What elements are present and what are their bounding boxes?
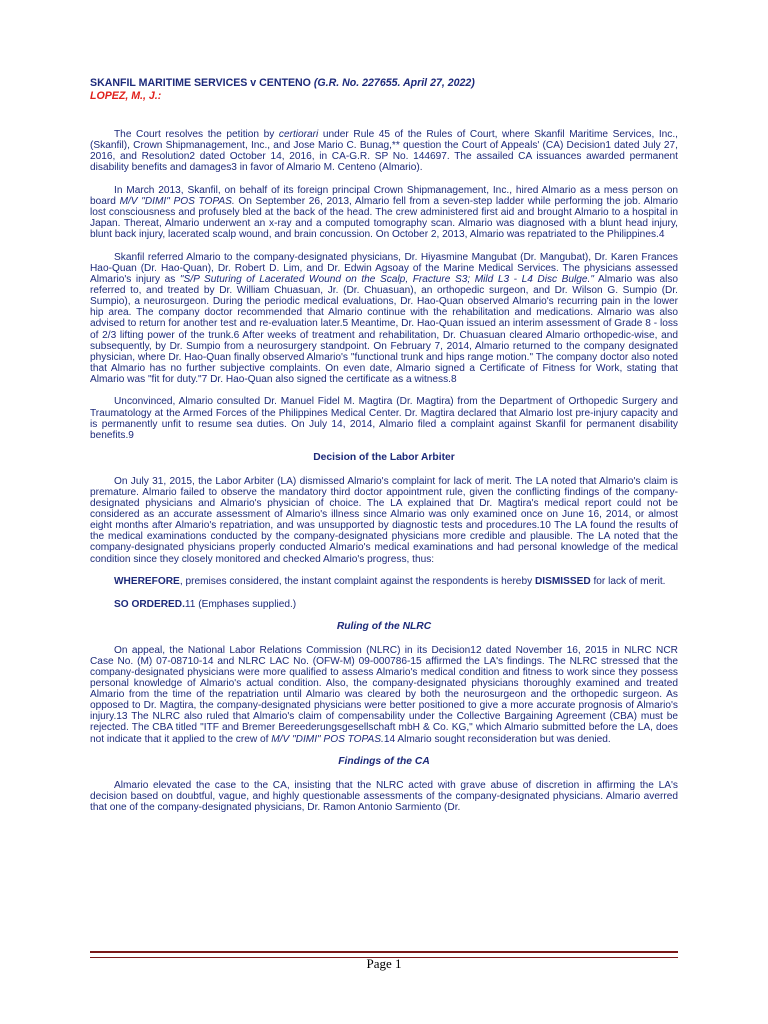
- paragraph-1-text-a: The Court resolves the petition by: [114, 129, 279, 140]
- paragraph-8-italic: M/V "DIMI" POS TOPAS.: [271, 733, 384, 745]
- so-ordered-label: SO ORDERED.: [114, 598, 185, 610]
- document-body: [90, 77, 678, 813]
- paragraph-8: [90, 645, 678, 745]
- heading-nlrc: Ruling of the NLRC: [336, 621, 432, 633]
- paragraph-6-text: , premises considered, the instant complaint against the respondents is hereby: [179, 576, 535, 588]
- paragraph-1: [90, 129, 678, 173]
- paragraph-4: Unconvinced, Almario consulted Dr. Manuel Fidel M. Magtira (Dr. Magtira) from the Department of Orthopedic Surgery and Traumatology at the Armed Forces of the Philippines Medical Center. Dr. Magtira declared that Almario lost pre-injury capacity and is permanently unfit to resume sea duties. On July 14, 2014, Almario filed a complaint against Skanfil for permanent disability benefits.9: [90, 396, 678, 441]
- paragraph-7-so-ordered: [90, 599, 678, 610]
- page-number: Page 1: [366, 956, 402, 971]
- dismissed-label: DISMISSED: [534, 576, 591, 588]
- paragraph-5: On July 31, 2015, the Labor Arbiter (LA) dismissed Almario's complaint for lack of merit. The LA noted that Almario's claim is premature. Almario failed to observe the mandatory third doctor appointment rule, given the conflicting findings of the company-designated physicians and Almario's physician of choice. The LA explained that Dr. Magtira's medical report could not be considered as an accurate assessment of Almario's illness since Almario was only examined once on June 16, 2014, or almost eight months after Almario's repatriation, and was unsupported by diagnostic tests and procedures.10 The LA found the results of the medical examinations conducted by the company-designated physicians more credible and plausible. The LA noted that the company-designated physicians properly conducted Almario's medical examinations and had personal knowledge of the medical condition since they closely monitored and checked Almario's progress, thus:: [90, 475, 678, 565]
- paragraph-3: [90, 252, 678, 385]
- paragraph-7-text: 11 (Emphases supplied.): [184, 598, 297, 610]
- case-citation: (G.R. No. 227655. April 27, 2022): [313, 77, 475, 89]
- heading-ca: Findings of the CA: [338, 756, 430, 768]
- paragraph-2-text-c: On September 26, 2013, Almario fell from a seven-step ladder while performing the job. Almario lost consciousness and profusely bled at the back of the head. The crew administered first aid and brought Almario to a hospital in Japan. Thereat, Almario underwent an x-ray and a computed tomography scan. Almario was diagnosed with a blunt head injury, blunt back injury, lacerated scalp wound, and brain concussion. On October 2, 2013, Almario was repatriated to the Philippines.4: [90, 195, 678, 241]
- paragraph-2-text-a: In March 2013, Skanfil, on behalf of its foreign principal Crown Shipmanagement, Inc., hired Almario as a mess person on board: [90, 184, 678, 207]
- paragraph-6-dispositive: [90, 576, 678, 587]
- paragraph-8-text-c: 14 Almario sought reconsideration but was denied.: [383, 733, 611, 745]
- ponente: LOPEZ, M., J.:: [90, 90, 162, 102]
- paragraph-9: Almario elevated the case to the CA, insisting that the NLRC acted with grave abuse of discretion in affirming the LA's decision based on doubtful, vague, and highly questionable assessments of the company-designated physicians. Almario averred that one of the company-designated physicians, Dr. Ramon Antonio Sarmiento (Dr.: [90, 779, 678, 813]
- heading-labor-arbiter: Decision of the Labor Arbiter: [313, 452, 455, 464]
- case-title: [90, 77, 678, 90]
- paragraph-1-italic: certiorari: [278, 129, 319, 140]
- paragraph-2-italic: M/V "DIMI" POS TOPAS.: [119, 195, 235, 207]
- case-name: SKANFIL MARITIME SERVICES v CENTENO: [90, 77, 311, 89]
- wherefore-label: WHEREFORE: [114, 576, 180, 588]
- paragraph-2: [90, 185, 678, 240]
- paragraph-1-text-c: under Rule 45 of the Rules of Court, where Skanfil Maritime Services, Inc., (Skanfil), Crown Shipmanagement, Inc., and Jose Mario C. Bunag,** question the Court of Appeals' (CA) Decision1 dated July 27, 2016, and Resolution2 dated October 14, 2016, in CA-G.R. SP No. 144697. The assailed CA issuances awarded permanent disability benefits and damages3 in favor of Almario M. Centeno (Almario).: [90, 129, 678, 174]
- paragraph-3-text-c: Almario was also referred to, and treated by Dr. William Chuasuan, Jr. (Dr. Chuasuan), an orthopedic surgeon, and Dr. Wilson G. Sumpio (Dr. Sumpio), a neurosurgeon. During the periodic medical evaluations, Dr. Hao-Quan observed Almario's recurring pain in the lower hip area. The company doctor recommended that Almario continue with the rehabilitation and medications. Almario was also advised to return for another test and re-evaluation later.5 Meantime, Dr. Hao-Quan issued an interim assessment of Grade 8 - loss of 2/3 lifting power of the trunk.6 After weeks of treatment and rehabilitation, Dr. Chuasuan cleared Almario orthopedic-wise, and subsequently, by Dr. Sumpio from a neurosurgery standpoint. On February 7, 2014, Almario returned to the company designated physician, where Dr. Hao-Quan finally observed Almario's "functional trunk and hips range motion." The company doctor also noted that Almario has no further subjective complaints. On even date, Almario signed a Certificate of Fitness for Work, stating that Almario was "fit for duty."7 Dr. Hao-Quan also signed the certificate as a witness.8: [90, 274, 679, 385]
- paragraph-8-text-a: On appeal, the National Labor Relations Commission (NLRC) in its Decision12 dated November 16, 2015 in NLRC NCR Case No. (M) 07-08710-14 and NLRC LAC No. (OFW-M) 09-000786-15 affirmed the LA's findings. The NLRC stressed that the company-designated physicians were more qualified to assess Almario's medical condition and fitness to work since they possess personal knowledge of Almario's actual condition. Also, the company-designated physicians thoroughly examined and treated Almario from the time of the repatriation until Almario was cleared by both the neurosurgeon and the orthopedic surgeon. As opposed to Dr. Magtira, the company-designated physicians were better positioned to give a more accurate prognosis of Almario's injury.13 The NLRC also ruled that Almario's claim of compensability under the Collective Bargaining Agreement (CBA) must be rejected. The CBA titled "ITF and Bremer Bereederungsgesellschaft mbH & Co. KG," which Almario submitted before the LA, does not indicate that it applied to the crew of: [90, 644, 678, 745]
- paragraph-3-text-a: Skanfil referred Almario to the company-designated physicians, Dr. Hiyasmine Mangubat (Dr. Mangubat), Dr. Karen Frances Hao-Quan (Dr. Hao-Quan), Dr. Robert D. Lim, and Dr. Edwin Agsoay of the Marine Medical Services. The physicians assessed Almario's injury as: [90, 251, 678, 286]
- paragraph-6-tail: for lack of merit.: [590, 576, 666, 588]
- paragraph-3-italic: "S/P Suturing of Lacerated Wound on the Scalp, Fracture S3; Mild L3 - L4 Disc Bulge.": [179, 274, 594, 286]
